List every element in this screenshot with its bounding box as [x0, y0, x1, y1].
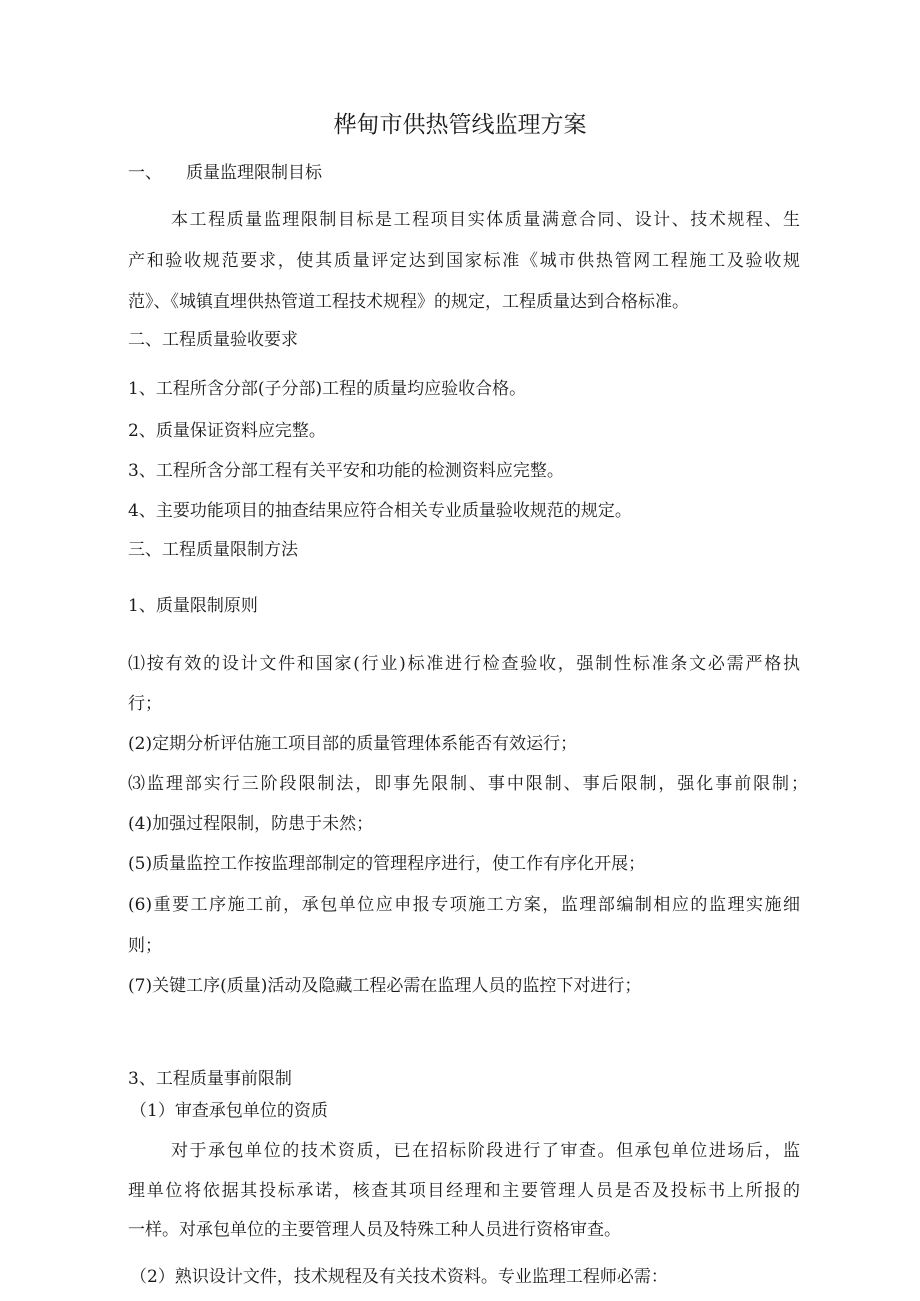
principle-item: (2)定期分析评估施工项目部的质量管理体系能否有效运行；	[128, 734, 578, 754]
section-2-item: 1、工程所含分部(子分部)工程的质量均应验收合格。	[128, 379, 527, 399]
section-2-item: 2、质量保证资料应完整。	[128, 421, 326, 441]
paragraph-line: 一样。对承包单位的主要管理人员及特殊工种人员进行资格审查。	[128, 1220, 621, 1240]
principle-item: 行；	[128, 694, 162, 714]
section-1-number: 一、	[128, 163, 162, 183]
principle-item: ⑴按有效的设计文件和国家(行业)标准进行检查验收，强制性标准条文必需严格执	[128, 654, 800, 674]
document-title: 桦甸市供热管线监理方案	[333, 112, 587, 138]
paragraph-line: 理单位将依据其投标承诺，核查其项目经理和主要管理人员是否及投标书上所报的	[128, 1181, 800, 1201]
paragraph-heading: （1）审查承包单位的资质	[130, 1101, 328, 1121]
section-3-subheading: 1、质量限制原则	[128, 596, 258, 616]
paragraph-heading: （2）熟识设计文件，技术规程及有关技术资料。专业监理工程师必需：	[130, 1267, 668, 1287]
section-2-heading: 二、工程质量验收要求	[128, 330, 298, 350]
principle-item: ⑶监理部实行三阶段限制法，即事先限制、事中限制、事后限制，强化事前限制；	[128, 774, 808, 794]
principle-item: (6)重要工序施工前，承包单位应申报专项施工方案，监理部编制相应的监理实施细	[128, 895, 800, 915]
principle-item: (4)加强过程限制，防患于未然；	[128, 814, 374, 834]
section-1-para-line: 产和验收规范要求，使其质量评定达到国家标准《城市供热管网工程施工及验收规	[128, 251, 800, 271]
section-1-para-line: 范》、《城镇直埋供热管道工程技术规程》的规定，工程质量达到合格标准。	[128, 292, 689, 312]
section-2-item: 3、工程所含分部工程有关平安和功能的检测资料应完整。	[128, 461, 564, 481]
paragraph-line: 对于承包单位的技术资质，已在招标阶段进行了审查。但承包单位进场后，监	[171, 1141, 800, 1161]
principle-item: 则；	[128, 936, 162, 956]
section-1-heading: 质量监理限制目标	[186, 163, 322, 183]
section-1-para-line: 本工程质量监理限制目标是工程项目实体质量满意合同、设计、技术规程、生	[171, 210, 800, 230]
principle-item: (5)质量监控工作按监理部制定的管理程序进行，使工作有序化开展；	[128, 854, 646, 874]
section-3-subheading: 3、工程质量事前限制	[128, 1069, 292, 1089]
section-2-item: 4、主要功能项目的抽查结果应符合相关专业质量验收规范的规定。	[128, 501, 632, 521]
section-3-heading: 三、工程质量限制方法	[128, 540, 298, 560]
principle-item: (7)关键工序(质量)活动及隐藏工程必需在监理人员的监控下对进行；	[128, 976, 642, 996]
